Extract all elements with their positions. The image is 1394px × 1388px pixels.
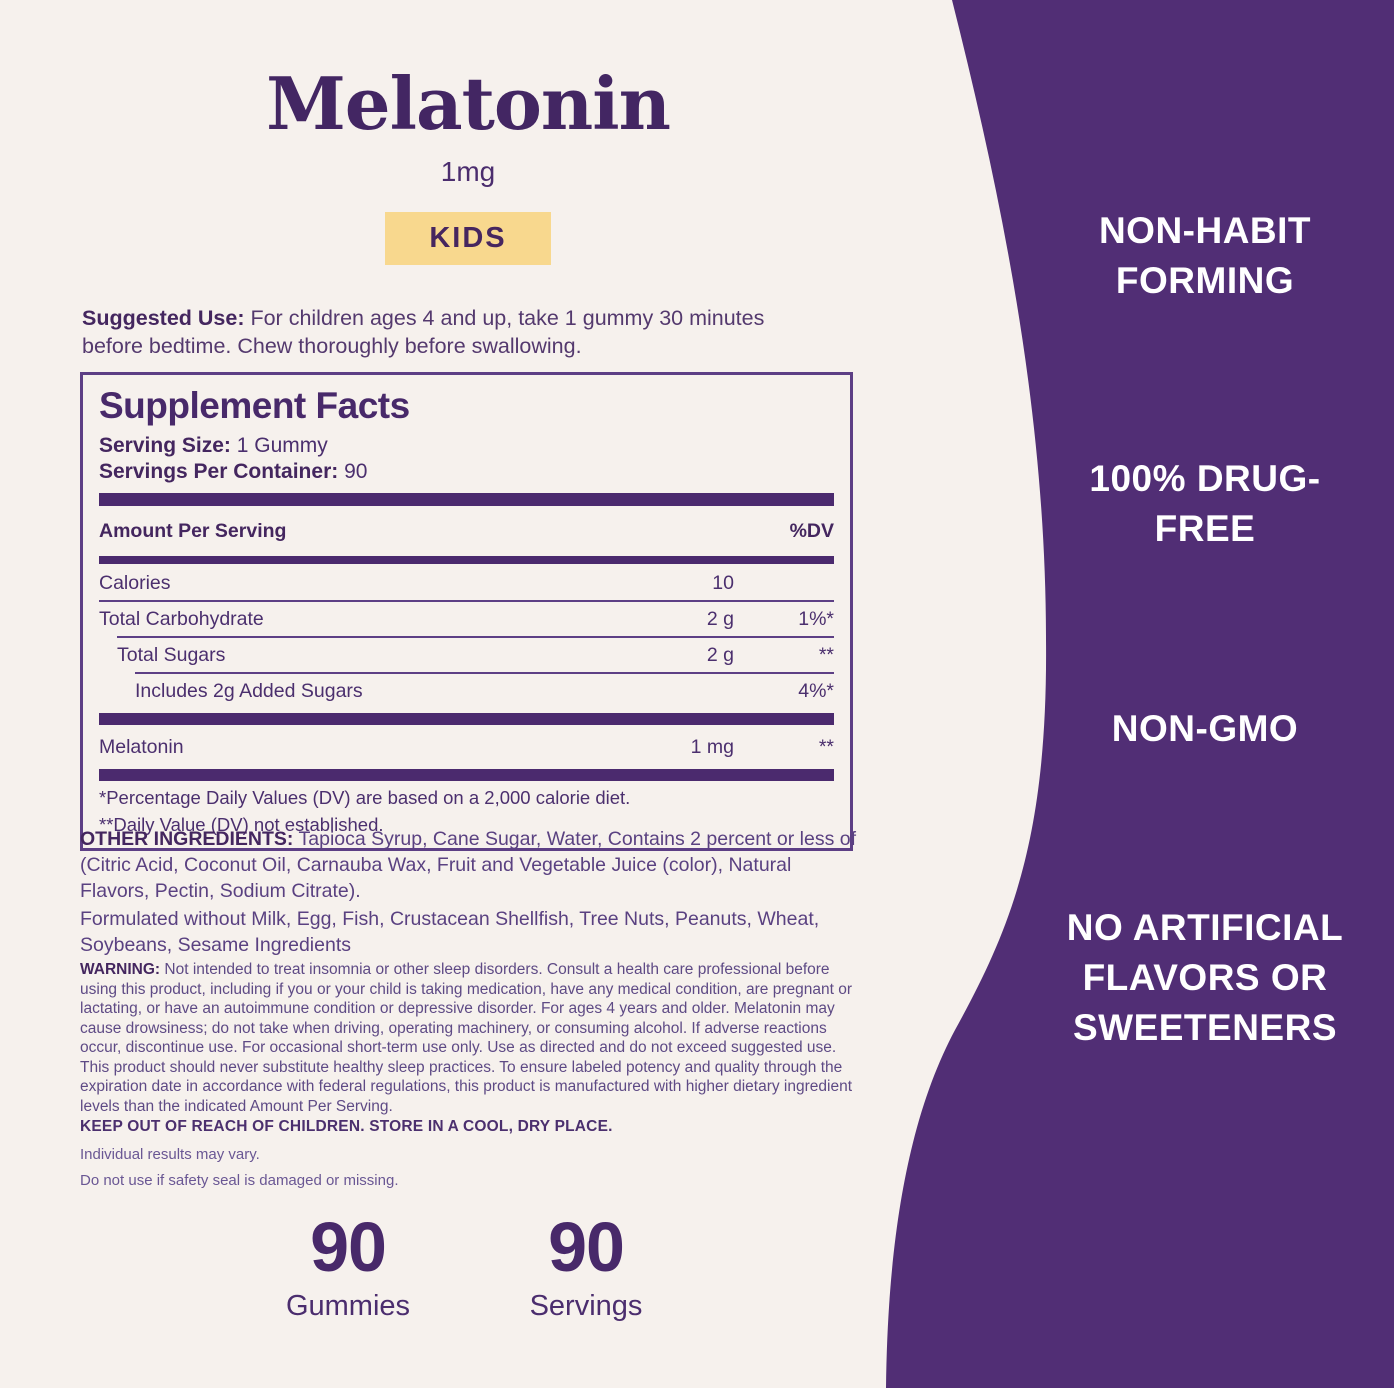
gummies-count-value: 90 bbox=[310, 1208, 386, 1286]
divider-bar bbox=[99, 556, 834, 564]
nutrient-amount: 1 mg bbox=[690, 736, 734, 758]
nutrient-name: Total Sugars bbox=[117, 644, 226, 666]
callout-drug-free: 100% DRUG-FREE bbox=[1089, 458, 1321, 549]
servings-value: 90 bbox=[344, 460, 368, 483]
dv-header: %DV bbox=[789, 520, 834, 542]
servings-label: Servings Per Container: bbox=[99, 460, 339, 483]
suggested-use bbox=[82, 304, 782, 360]
other-ingredients-label: OTHER INGREDIENTS: bbox=[80, 828, 294, 850]
warning-statement bbox=[80, 960, 864, 1116]
divider-bar bbox=[99, 769, 834, 781]
nutrient-name: Calories bbox=[99, 572, 171, 594]
callout-non-gmo: NON-GMO bbox=[1111, 708, 1299, 749]
nutrient-name: Includes 2g Added Sugars bbox=[135, 680, 363, 702]
nutrient-dv: 4%* bbox=[798, 680, 834, 702]
disclaimer-safety-seal: Do not use if safety seal is damaged or missing. bbox=[80, 1172, 399, 1189]
dv-not-established-footnote: **Daily Value (DV) not established. bbox=[99, 814, 384, 835]
facts-header-row bbox=[99, 512, 834, 550]
table-row-total-sugars bbox=[99, 638, 834, 672]
nutrient-dv: ** bbox=[818, 736, 834, 758]
nutrient-amount: 10 bbox=[712, 572, 734, 594]
storage-warning: KEEP OUT OF REACH OF CHILDREN. STORE IN A COOL, DRY PLACE. bbox=[80, 1118, 613, 1135]
gummies-count-label: Gummies bbox=[285, 1290, 411, 1322]
table-row-melatonin bbox=[99, 730, 834, 764]
table-row-calories bbox=[99, 566, 834, 600]
nutrient-amount: 2 g bbox=[706, 608, 734, 630]
table-row-total-carbohydrate bbox=[99, 602, 834, 636]
divider-bar bbox=[99, 493, 834, 506]
nutrient-dv: 1%* bbox=[798, 608, 834, 630]
nutrient-name: Total Carbohydrate bbox=[99, 608, 264, 630]
amount-per-serving-header: Amount Per Serving bbox=[99, 520, 287, 542]
divider-bar bbox=[99, 713, 834, 725]
serving-size-line bbox=[99, 433, 834, 459]
servings-count-value: 90 bbox=[548, 1208, 624, 1286]
table-row-added-sugars bbox=[99, 674, 834, 708]
servings-count-stat bbox=[486, 1208, 686, 1323]
servings-per-container-line bbox=[99, 459, 834, 485]
callout-non-habit-forming: NON-HABIT FORMING bbox=[1098, 210, 1312, 301]
supplement-facts-title: Supplement Facts bbox=[99, 385, 410, 426]
suggested-use-text: For children ages 4 and up, take 1 gummy 30 minutes before bedtime. Chew thoroughly before swallowing. bbox=[82, 306, 765, 358]
warning-label: WARNING: bbox=[80, 961, 161, 978]
dv-footnote: *Percentage Daily Values (DV) are based on a 2,000 calorie diet. bbox=[99, 787, 631, 808]
allergen-statement: Formulated without Milk, Egg, Fish, Crustacean Shellfish, Tree Nuts, Peanuts, Wheat, Soybeans, Sesame Ingredients bbox=[80, 908, 820, 956]
serving-size-label: Serving Size: bbox=[99, 434, 231, 457]
supplement-facts-panel bbox=[80, 372, 853, 851]
disclaimer-results: Individual results may vary. bbox=[80, 1146, 260, 1163]
other-ingredients bbox=[80, 826, 864, 904]
serving-size-value: 1 Gummy bbox=[236, 434, 328, 457]
product-dose: 1mg bbox=[440, 155, 496, 187]
kids-badge: KIDS bbox=[385, 212, 550, 265]
product-title: Melatonin bbox=[266, 61, 670, 146]
servings-count-label: Servings bbox=[529, 1290, 643, 1322]
nutrient-amount: 2 g bbox=[706, 644, 734, 666]
warning-text: Not intended to treat insomnia or other sleep disorders. Consult a health care professional before using this product, including if you or your child is taking medication, have any medical condition, are pregnant or lactating, or have an autoimmune condition or depressive disorder. For ages 4 years and older. Melatonin may cause drowsiness; do not take when driving, operating machinery, or consuming alcohol. If adverse reactions occur, discontinue use. For occasional short-term use only. Use as directed and do not exceed suggested use. This product should never substitute healthy sleep practices. To ensure labeled potency and quality through the expiration date in accordance with federal regulations, this product is manufactured with higher dietary ingredient levels than the indicated Amount Per Serving. bbox=[80, 961, 852, 1115]
nutrient-dv: ** bbox=[818, 644, 834, 666]
suggested-use-label: Suggested Use: bbox=[82, 306, 245, 330]
gummies-count-stat bbox=[248, 1208, 448, 1323]
callout-no-artificial: NO ARTIFICIAL FLAVORS OR SWEETENERS bbox=[1066, 907, 1344, 1048]
nutrient-name: Melatonin bbox=[99, 736, 184, 758]
other-ingredients-text: Tapioca Syrup, Cane Sugar, Water, Contains 2 percent or less of (Citric Acid, Coconut Oil, Carnauba Wax, Fruit and Vegetable Juice (color), Natural Flavors, Pectin, Sodium Citrate). bbox=[80, 828, 857, 902]
title-block bbox=[78, 61, 858, 265]
